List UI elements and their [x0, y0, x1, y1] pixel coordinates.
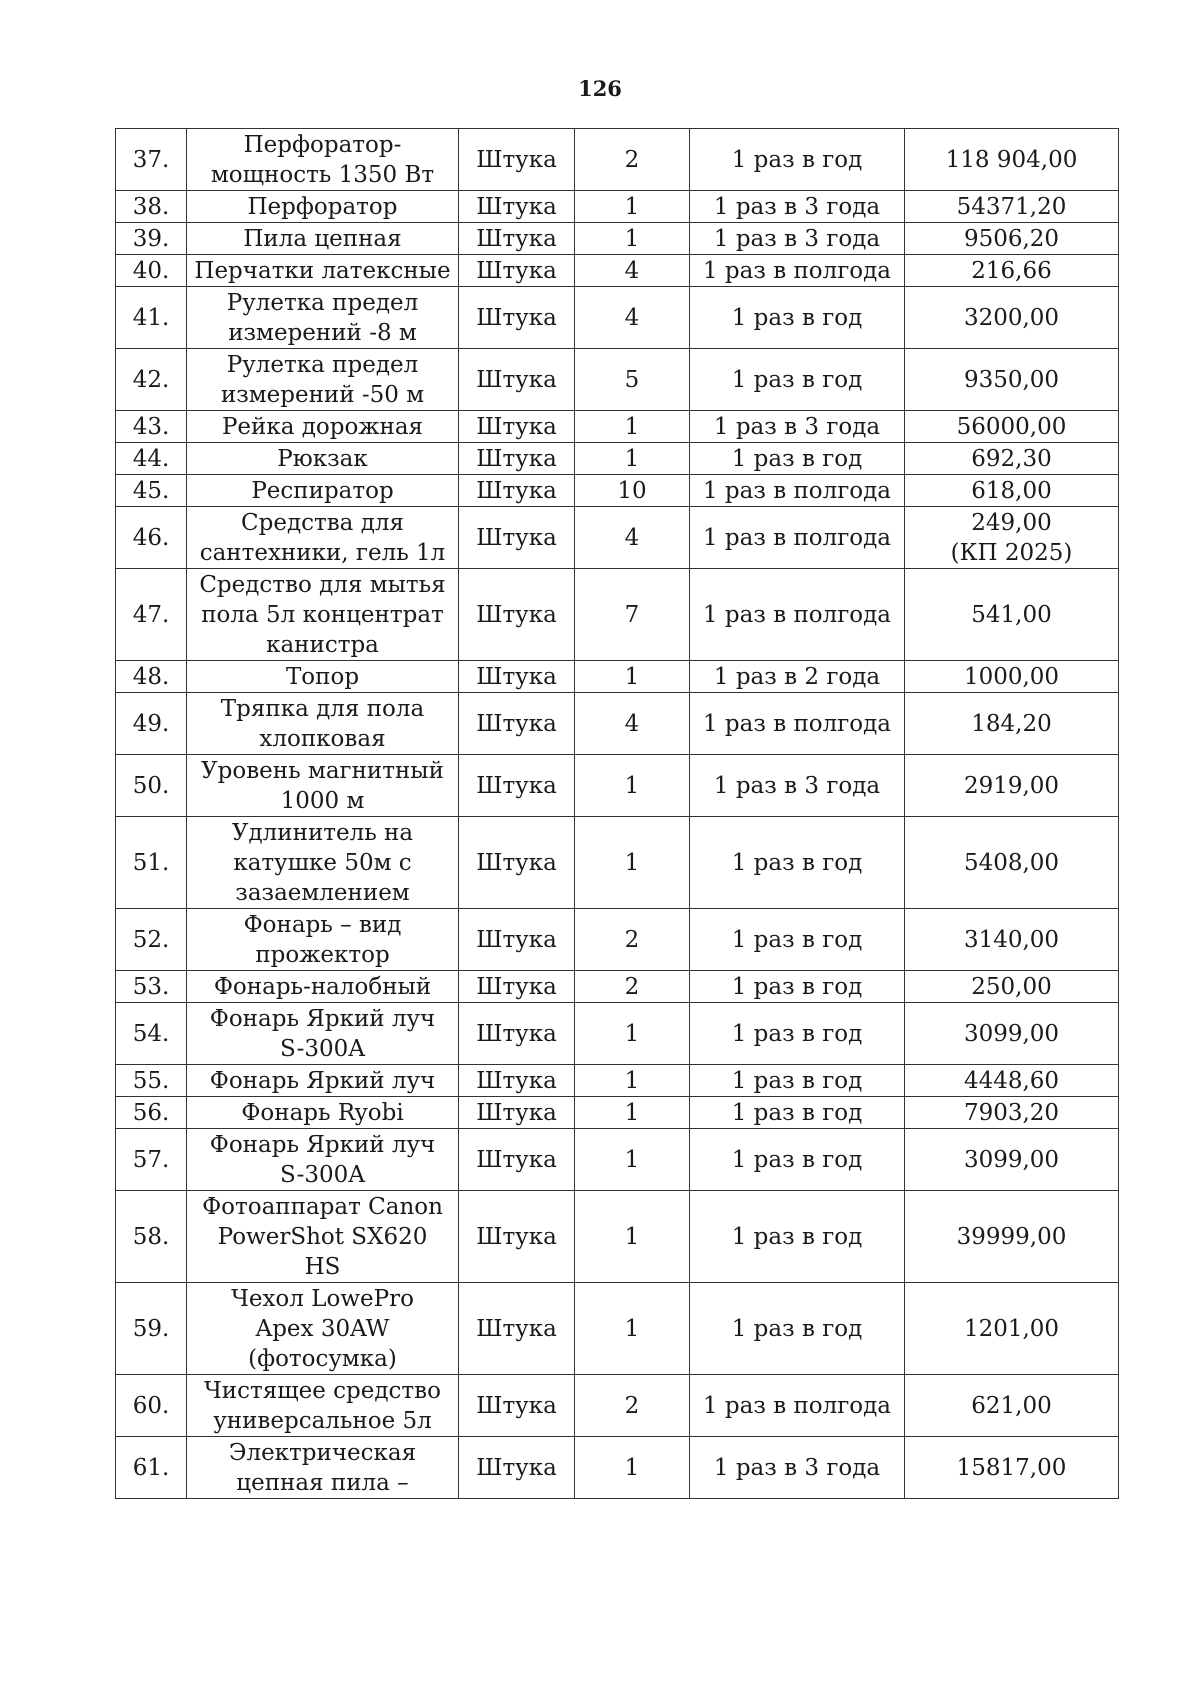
frequency-cell: 1 раз в год — [690, 817, 905, 909]
item-name-cell: Чехол LowePro Apex 30AW (фотосумка) — [187, 1283, 459, 1375]
price-cell: 216,66 — [905, 255, 1119, 287]
frequency-cell: 1 раз в 2 года — [690, 661, 905, 693]
quantity-cell: 4 — [575, 693, 690, 755]
item-name-cell: Рюкзак — [187, 443, 459, 475]
price-cell: 9506,20 — [905, 223, 1119, 255]
table-row — [116, 1097, 1119, 1129]
row-number-cell: 47. — [116, 569, 187, 661]
quantity-cell: 1 — [575, 1437, 690, 1499]
table-row — [116, 411, 1119, 443]
item-name-cell: Рейка дорожная — [187, 411, 459, 443]
row-number-cell: 56. — [116, 1097, 187, 1129]
frequency-cell: 1 раз в полгода — [690, 569, 905, 661]
item-name-cell: Перчатки латексные — [187, 255, 459, 287]
frequency-cell: 1 раз в 3 года — [690, 411, 905, 443]
frequency-cell: 1 раз в год — [690, 287, 905, 349]
quantity-cell: 1 — [575, 1097, 690, 1129]
item-name-cell: Респиратор — [187, 475, 459, 507]
unit-cell: Штука — [459, 287, 575, 349]
unit-cell: Штука — [459, 411, 575, 443]
quantity-cell: 1 — [575, 817, 690, 909]
row-number-cell: 55. — [116, 1065, 187, 1097]
price-cell: 118 904,00 — [905, 129, 1119, 191]
price-cell: 56000,00 — [905, 411, 1119, 443]
table-row — [116, 971, 1119, 1003]
unit-cell: Штука — [459, 475, 575, 507]
frequency-cell: 1 раз в год — [690, 129, 905, 191]
item-name-cell: Фотоаппарат Canon PowerShot SX620 HS — [187, 1191, 459, 1283]
item-name-cell: Рулетка предел измерений -8 м — [187, 287, 459, 349]
table-row — [116, 1375, 1119, 1437]
unit-cell: Штука — [459, 755, 575, 817]
row-number-cell: 42. — [116, 349, 187, 411]
frequency-cell: 1 раз в 3 года — [690, 191, 905, 223]
item-name-cell: Фонарь Яркий луч S-300A — [187, 1129, 459, 1191]
quantity-cell: 1 — [575, 411, 690, 443]
unit-cell: Штука — [459, 909, 575, 971]
price-cell: 3140,00 — [905, 909, 1119, 971]
frequency-cell: 1 раз в год — [690, 1191, 905, 1283]
price-cell: 184,20 — [905, 693, 1119, 755]
row-number-cell: 53. — [116, 971, 187, 1003]
item-name-cell: Перфоратор- мощность 1350 Вт — [187, 129, 459, 191]
price-cell: 3099,00 — [905, 1003, 1119, 1065]
frequency-cell: 1 раз в 3 года — [690, 223, 905, 255]
row-number-cell: 49. — [116, 693, 187, 755]
item-name-cell: Средства для сантехники, гель 1л — [187, 507, 459, 569]
quantity-cell: 1 — [575, 1129, 690, 1191]
row-number-cell: 38. — [116, 191, 187, 223]
quantity-cell: 4 — [575, 255, 690, 287]
unit-cell: Штука — [459, 569, 575, 661]
table-row — [116, 443, 1119, 475]
unit-cell: Штука — [459, 1375, 575, 1437]
row-number-cell: 37. — [116, 129, 187, 191]
item-name-cell: Фонарь-налобный — [187, 971, 459, 1003]
price-cell: 621,00 — [905, 1375, 1119, 1437]
row-number-cell: 41. — [116, 287, 187, 349]
row-number-cell: 59. — [116, 1283, 187, 1375]
price-cell: 7903,20 — [905, 1097, 1119, 1129]
row-number-cell: 60. — [116, 1375, 187, 1437]
table-row — [116, 349, 1119, 411]
quantity-cell: 1 — [575, 661, 690, 693]
table-row — [116, 569, 1119, 661]
unit-cell: Штука — [459, 817, 575, 909]
row-number-cell: 54. — [116, 1003, 187, 1065]
table-row — [116, 223, 1119, 255]
item-name-cell: Фонарь – вид прожектор — [187, 909, 459, 971]
price-cell: 15817,00 — [905, 1437, 1119, 1499]
table-row — [116, 255, 1119, 287]
row-number-cell: 46. — [116, 507, 187, 569]
frequency-cell: 1 раз в год — [690, 909, 905, 971]
item-name-cell: Удлинитель на катушке 50м с зазаемлением — [187, 817, 459, 909]
quantity-cell: 4 — [575, 287, 690, 349]
price-cell: 2919,00 — [905, 755, 1119, 817]
row-number-cell: 51. — [116, 817, 187, 909]
quantity-cell: 2 — [575, 1375, 690, 1437]
row-number-cell: 58. — [116, 1191, 187, 1283]
row-number-cell: 40. — [116, 255, 187, 287]
table-row — [116, 909, 1119, 971]
quantity-cell: 10 — [575, 475, 690, 507]
table-row — [116, 1129, 1119, 1191]
frequency-cell: 1 раз в год — [690, 1065, 905, 1097]
table-row — [116, 661, 1119, 693]
unit-cell: Штука — [459, 1437, 575, 1499]
price-cell: 5408,00 — [905, 817, 1119, 909]
unit-cell: Штука — [459, 1065, 575, 1097]
unit-cell: Штука — [459, 661, 575, 693]
unit-cell: Штука — [459, 1129, 575, 1191]
frequency-cell: 1 раз в год — [690, 1097, 905, 1129]
table-row — [116, 1437, 1119, 1499]
frequency-cell: 1 раз в 3 года — [690, 1437, 905, 1499]
table-body — [116, 129, 1119, 1499]
unit-cell: Штука — [459, 191, 575, 223]
item-name-cell: Тряпка для пола хлопковая — [187, 693, 459, 755]
table-row — [116, 693, 1119, 755]
item-name-cell: Пила цепная — [187, 223, 459, 255]
quantity-cell: 1 — [575, 223, 690, 255]
quantity-cell: 1 — [575, 443, 690, 475]
row-number-cell: 43. — [116, 411, 187, 443]
item-name-cell: Средство для мытья пола 5л концентрат канистра — [187, 569, 459, 661]
price-cell: 618,00 — [905, 475, 1119, 507]
price-cell: 3200,00 — [905, 287, 1119, 349]
table-row — [116, 755, 1119, 817]
price-cell: 1000,00 — [905, 661, 1119, 693]
quantity-cell: 4 — [575, 507, 690, 569]
quantity-cell: 2 — [575, 971, 690, 1003]
unit-cell: Штука — [459, 693, 575, 755]
price-cell: 9350,00 — [905, 349, 1119, 411]
table-row — [116, 507, 1119, 569]
item-name-cell: Фонарь Яркий луч — [187, 1065, 459, 1097]
quantity-cell: 1 — [575, 1283, 690, 1375]
table-row — [116, 1065, 1119, 1097]
item-name-cell: Топор — [187, 661, 459, 693]
row-number-cell: 48. — [116, 661, 187, 693]
unit-cell: Штука — [459, 507, 575, 569]
frequency-cell: 1 раз в 3 года — [690, 755, 905, 817]
price-cell: 3099,00 — [905, 1129, 1119, 1191]
row-number-cell: 39. — [116, 223, 187, 255]
frequency-cell: 1 раз в год — [690, 1129, 905, 1191]
price-cell: 54371,20 — [905, 191, 1119, 223]
table-row — [116, 475, 1119, 507]
row-number-cell: 50. — [116, 755, 187, 817]
price-cell: 692,30 — [905, 443, 1119, 475]
table-row — [116, 1191, 1119, 1283]
item-name-cell: Перфоратор — [187, 191, 459, 223]
unit-cell: Штука — [459, 1097, 575, 1129]
price-cell: 39999,00 — [905, 1191, 1119, 1283]
row-number-cell: 44. — [116, 443, 187, 475]
row-number-cell: 57. — [116, 1129, 187, 1191]
unit-cell: Штука — [459, 971, 575, 1003]
item-name-cell: Электрическая цепная пила – — [187, 1437, 459, 1499]
item-name-cell: Чистящее средство универсальное 5л — [187, 1375, 459, 1437]
frequency-cell: 1 раз в полгода — [690, 693, 905, 755]
item-name-cell: Уровень магнитный 1000 м — [187, 755, 459, 817]
item-name-cell: Рулетка предел измерений -50 м — [187, 349, 459, 411]
item-name-cell: Фонарь Ryobi — [187, 1097, 459, 1129]
table-row — [116, 1283, 1119, 1375]
unit-cell: Штука — [459, 1003, 575, 1065]
frequency-cell: 1 раз в год — [690, 1283, 905, 1375]
frequency-cell: 1 раз в год — [690, 971, 905, 1003]
price-cell: 250,00 — [905, 971, 1119, 1003]
frequency-cell: 1 раз в полгода — [690, 255, 905, 287]
frequency-cell: 1 раз в полгода — [690, 1375, 905, 1437]
table-row — [116, 129, 1119, 191]
item-name-cell: Фонарь Яркий луч S-300A — [187, 1003, 459, 1065]
unit-cell: Штука — [459, 443, 575, 475]
quantity-cell: 5 — [575, 349, 690, 411]
frequency-cell: 1 раз в год — [690, 443, 905, 475]
quantity-cell: 1 — [575, 1191, 690, 1283]
quantity-cell: 7 — [575, 569, 690, 661]
frequency-cell: 1 раз в полгода — [690, 507, 905, 569]
unit-cell: Штука — [459, 1191, 575, 1283]
quantity-cell: 1 — [575, 755, 690, 817]
frequency-cell: 1 раз в год — [690, 349, 905, 411]
table-row — [116, 1003, 1119, 1065]
inventory-table — [115, 128, 1119, 1499]
row-number-cell: 61. — [116, 1437, 187, 1499]
price-cell: 1201,00 — [905, 1283, 1119, 1375]
unit-cell: Штука — [459, 1283, 575, 1375]
table-row — [116, 191, 1119, 223]
table-row — [116, 817, 1119, 909]
table-row — [116, 287, 1119, 349]
frequency-cell: 1 раз в полгода — [690, 475, 905, 507]
quantity-cell: 1 — [575, 191, 690, 223]
row-number-cell: 52. — [116, 909, 187, 971]
quantity-cell: 2 — [575, 129, 690, 191]
unit-cell: Штука — [459, 349, 575, 411]
price-cell: 541,00 — [905, 569, 1119, 661]
page-number: 126 — [578, 76, 622, 101]
quantity-cell: 1 — [575, 1003, 690, 1065]
frequency-cell: 1 раз в год — [690, 1003, 905, 1065]
unit-cell: Штука — [459, 223, 575, 255]
unit-cell: Штука — [459, 129, 575, 191]
price-cell: 249,00 (КП 2025) — [905, 507, 1119, 569]
row-number-cell: 45. — [116, 475, 187, 507]
quantity-cell: 2 — [575, 909, 690, 971]
price-cell: 4448,60 — [905, 1065, 1119, 1097]
quantity-cell: 1 — [575, 1065, 690, 1097]
unit-cell: Штука — [459, 255, 575, 287]
